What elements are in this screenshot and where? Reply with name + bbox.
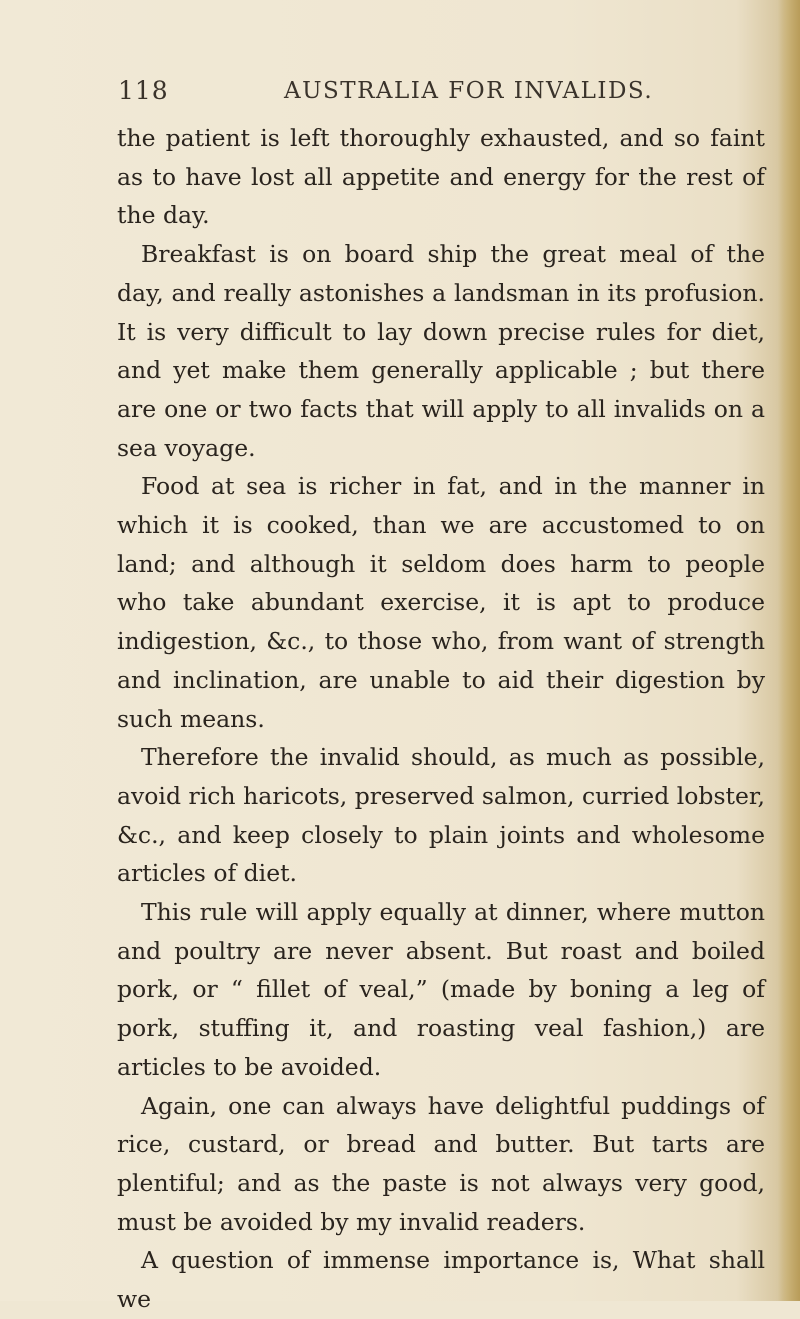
paragraph-therefore: Therefore the invalid should, as much as possible, avoid rich haricots, preserved salmon, curried lobster, &c., and keep closely to plain joints and wholesome articles of diet. [117, 743, 765, 888]
paragraph-question: A question of immense importance is, What shall we [117, 1246, 765, 1314]
running-head: AUSTRALIA FOR INVALIDS. [284, 78, 654, 104]
paragraph-continuation: the patient is left thoroughly exhausted, and so faint as to have lost all appetite and energy for the rest of the day. [117, 124, 765, 230]
paragraph-puddings: Again, one can always have delightful puddings of rice, custard, or bread and butter. But tarts are plentiful; and as the paste is not always very good, must be avoided by my invalid readers. [117, 1091, 765, 1236]
body-text [117, 119, 765, 1319]
paragraph-food-at-sea: Food at sea is richer in fat, and in the manner in which it is cooked, than we are accustomed to on land; and although it seldom does harm to people who take abundant exercise, it is apt to produce indigestion, &c., to those who, from want of strength and inclination, are unable to aid their digestion by such means. [117, 472, 765, 733]
page-number: 118 [118, 76, 169, 105]
paragraph-dinner-rule: This rule will apply equally at dinner, where mutton and poultry are never absent. But roast and boiled pork, or “ fillet of veal,” (made by boning a leg of pork, stuffing it, and roasting veal fashion,) are articles to be avoided. [117, 898, 765, 1081]
page-edge-shadow [778, 0, 800, 1301]
paragraph-breakfast: Breakfast is on board ship the great meal of the day, and really astonishes a landsman in its profusion. It is very difficult to lay down precise rules for diet, and yet make them generally applicable ; but there are one or two facts that will apply to all invalids on a sea voyage. [117, 240, 765, 462]
page-header [118, 76, 658, 116]
